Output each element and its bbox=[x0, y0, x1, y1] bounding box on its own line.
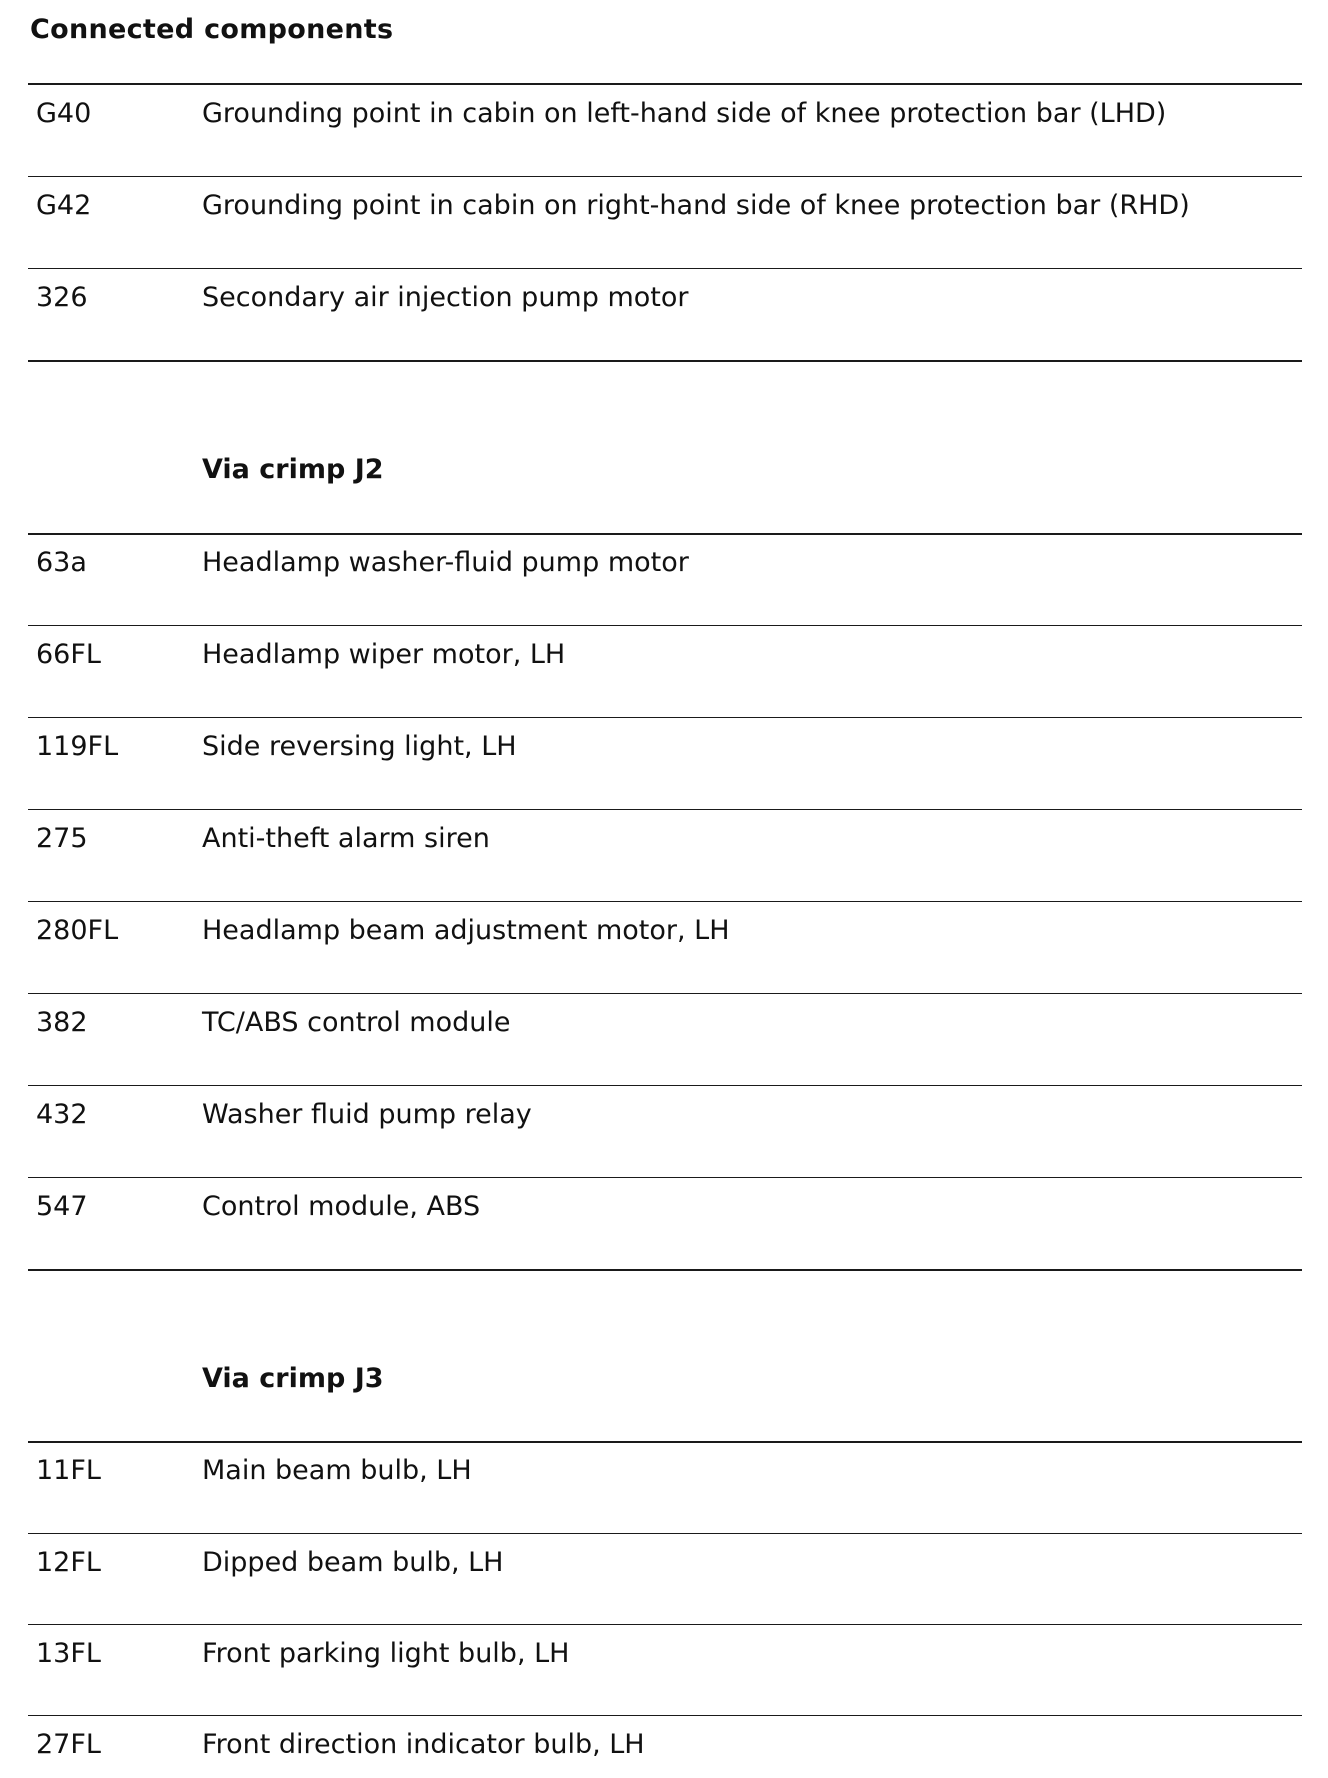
component-description: Grounding point in cabin on right-hand side of knee protection bar (RHD) bbox=[202, 190, 1190, 221]
component-code: G40 bbox=[36, 98, 92, 129]
table-rule bbox=[28, 717, 1302, 718]
component-code: 382 bbox=[36, 1007, 88, 1038]
component-description: Front parking light bulb, LH bbox=[202, 1638, 570, 1669]
component-code: 63a bbox=[36, 547, 87, 578]
component-description: Main beam bulb, LH bbox=[202, 1455, 472, 1486]
component-code: 280FL bbox=[36, 915, 119, 946]
component-code: 12FL bbox=[36, 1547, 101, 1578]
table-rule bbox=[28, 901, 1302, 902]
document-title: Connected components bbox=[30, 14, 394, 45]
component-code: 66FL bbox=[36, 639, 101, 670]
component-description: Control module, ABS bbox=[202, 1191, 481, 1222]
section-heading: Via crimp J3 bbox=[202, 1363, 384, 1394]
component-code: 11FL bbox=[36, 1455, 101, 1486]
component-description: Headlamp wiper motor, LH bbox=[202, 639, 566, 670]
component-code: 275 bbox=[36, 823, 88, 854]
table-rule bbox=[28, 1085, 1302, 1086]
component-code: G42 bbox=[36, 190, 92, 221]
table-rule bbox=[28, 993, 1302, 994]
component-description: TC/ABS control module bbox=[202, 1007, 511, 1038]
table-rule bbox=[28, 809, 1302, 810]
component-code: 27FL bbox=[36, 1729, 101, 1760]
component-description: Dipped beam bulb, LH bbox=[202, 1547, 504, 1578]
table-rule bbox=[28, 1533, 1302, 1534]
table-rule bbox=[28, 268, 1302, 269]
component-description: Washer fluid pump relay bbox=[202, 1099, 532, 1130]
table-rule bbox=[28, 1441, 1302, 1443]
component-code: 547 bbox=[36, 1191, 88, 1222]
table-rule bbox=[28, 1624, 1302, 1625]
component-description: Headlamp washer-fluid pump motor bbox=[202, 547, 689, 578]
table-rule bbox=[28, 83, 1302, 85]
table-rule bbox=[28, 1177, 1302, 1178]
table-rule bbox=[28, 360, 1302, 362]
component-description: Side reversing light, LH bbox=[202, 731, 517, 762]
component-code: 432 bbox=[36, 1099, 88, 1130]
component-description: Anti-theft alarm siren bbox=[202, 823, 490, 854]
component-code: 119FL bbox=[36, 731, 119, 762]
table-rule bbox=[28, 533, 1302, 535]
component-code: 13FL bbox=[36, 1638, 101, 1669]
section-heading: Via crimp J2 bbox=[202, 454, 384, 485]
table-rule bbox=[28, 625, 1302, 626]
table-rule bbox=[28, 1715, 1302, 1716]
component-description: Headlamp beam adjustment motor, LH bbox=[202, 915, 730, 946]
component-description: Front direction indicator bulb, LH bbox=[202, 1729, 645, 1760]
component-description: Grounding point in cabin on left-hand side of knee protection bar (LHD) bbox=[202, 98, 1167, 129]
table-rule bbox=[28, 1269, 1302, 1271]
component-description: Secondary air injection pump motor bbox=[202, 282, 689, 313]
component-code: 326 bbox=[36, 282, 88, 313]
table-rule bbox=[28, 176, 1302, 177]
